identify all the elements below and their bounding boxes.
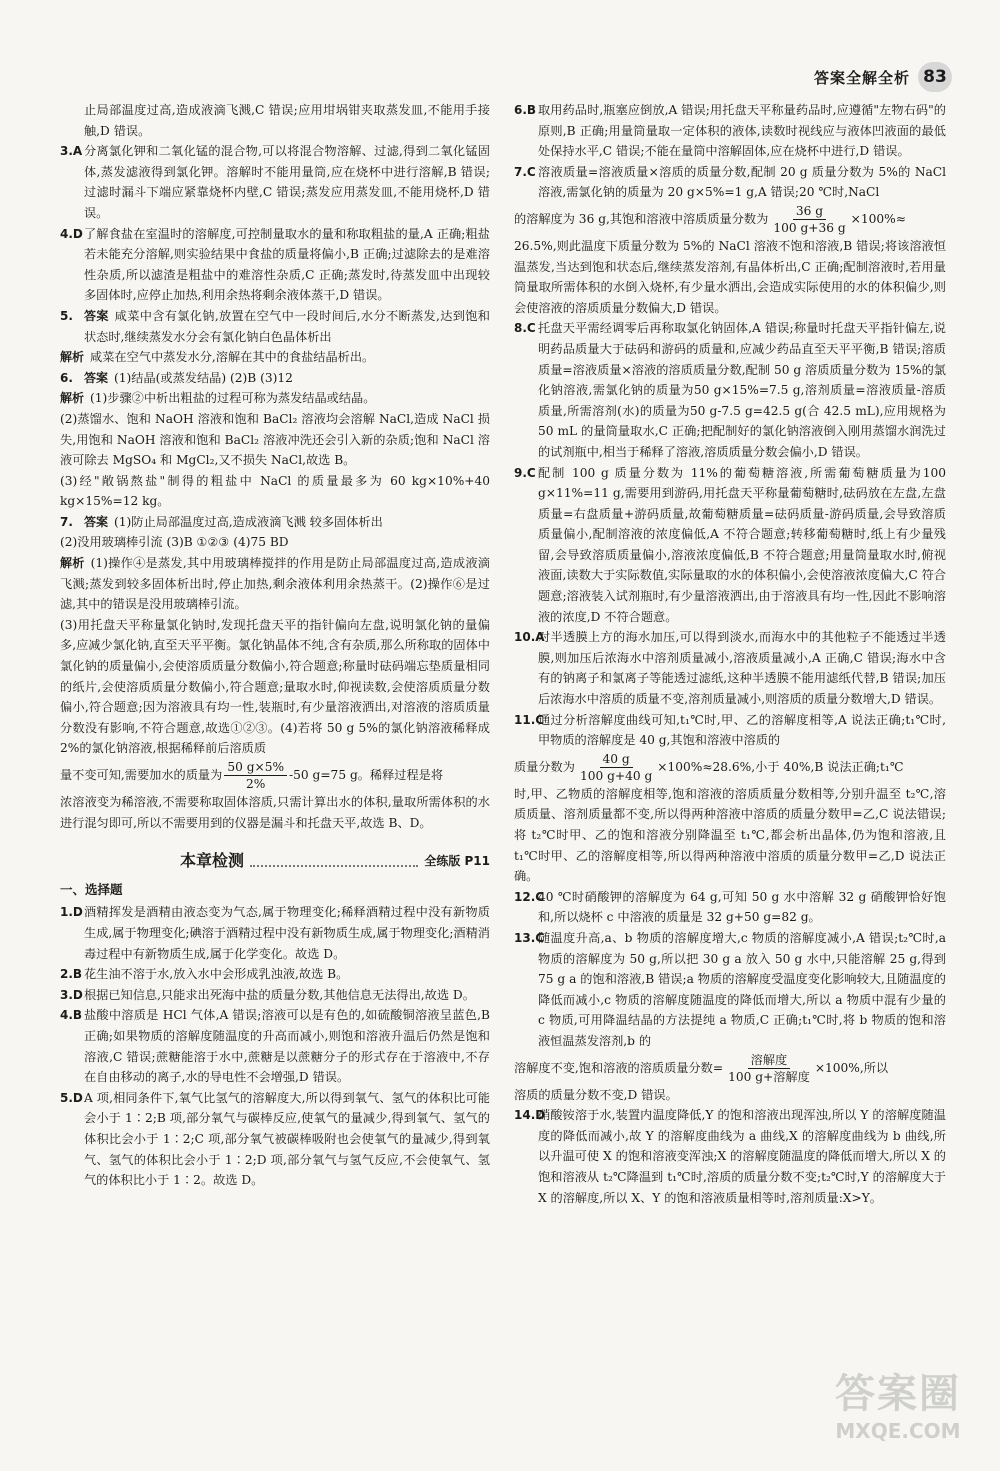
choice-question-10 — [514, 627, 946, 709]
question-text: 随温度升高,a、b 物质的溶解度增大,c 物质的溶解度减小,A 错误;t₂℃时,a 物质的溶解度为 50 g,所以把 30 g a 放入 50 g 水中,只能溶解 25 g,得到 75 g a 的饱和溶液,B 错误;a 物质的溶解度受温度变化影响较大,且随温度的降低而减小,c 物质的溶解度随温度的降低而增大,所以 a 物质中混有少量的 c 物质,可用降温结晶的方法提纯 a 物质,C 正确;t₁℃时,将 b 物质的饱和溶液恒温蒸发溶剂,b 的 — [538, 930, 946, 1048]
question-text: 40 ℃时硝酸钾的溶解度为 64 g,可知 50 g 水中溶解 32 g 硝酸钾恰好饱和,所以烧杯 c 中溶液的质量是 32 g+50 g=82 g。 — [538, 889, 946, 925]
question-text: 取用药品时,瓶塞应倒放,A 错误;用托盘天平称量药品时,应遵循"左物右码"的原则,B 正确;用量筒量取一定体积的液体,读数时视线应与液体凹液面的最低处保持水平,C 错误;不能在量筒中溶解固体,应在烧杯中进行,D 错误。 — [538, 103, 946, 159]
formula-suffix: ×100%,所以 — [814, 1060, 889, 1075]
question-text: 盐酸中溶质是 HCl 气体,A 错误;溶液可以是有色的,如硫酸铜溶液呈蓝色,B 正确;如果物质的溶解度随温度的升高而减小,则饱和溶液升温后仍然是饱和溶液,C 错误;蔗糖能溶于水中,蔗糖是以蔗糖分子的形式存在于溶液中,不存在自由移动的离子,水的导电性不会增强,D 错误。 — [84, 1008, 490, 1085]
formula-prefix: 的溶解度为 36 g,其饱和溶液中溶质质量分数为 — [514, 211, 769, 226]
explanation-tag: 解析 — [60, 350, 85, 365]
fraction — [725, 1052, 813, 1085]
explanation-text: (1)步骤②中析出粗盐的过程可称为蒸发结晶或结晶。 — [90, 391, 376, 406]
fraction-denominator: 100 g+36 g — [773, 220, 846, 235]
question-text: 时,甲、乙物质的溶解度相等,饱和溶液的溶质质量分数相等,分别升温至 t₂℃,溶质质量、溶剂质量都不变,所以得两种溶液中溶质的质量分数甲=乙,C 说法错误;将 t₂℃时甲、乙的饱和溶液分别降温至 t₁℃,都会析出晶体,仍为饱和溶液,且 t₁℃时甲、乙的溶解度相等,所以得两种溶液中溶质的质量分数甲=乙,D 说法正确。 — [514, 786, 946, 884]
choice-question-4 — [60, 1005, 490, 1087]
choice-question-7 — [514, 162, 946, 203]
fraction-denominator: 100 g+40 g — [579, 768, 653, 783]
intro-text: 止局部温度过高,造成液滴飞溅,C 错误;应用坩埚钳夹取蒸发皿,不能用手接触,D 错误。 — [84, 103, 490, 138]
question-number: 8.C — [514, 321, 536, 336]
explanation-text: (3)用托盘天平称量氯化钠时,发现托盘天平的指针偏向左盘,说明氯化钠的量偏多,应减少氯化钠,直至天平平衡。氯化钠晶体不纯,含有杂质,那么所称取的固体中氯化钠的质量偏小,会使溶质质量分数偏小,符合题意;称量时砝码端忘垫质量相同的纸片,会使溶质质量分数偏小,符合题意;量取水时,仰视读数,会使溶质质量分数偏小,符合题意;因为溶液具有均一性,装瓶时,有少量溶液洒出,对溶液的溶质质量分数没有影响,不符合题意,故选①②③。(4)若将 50 g 5%的氯化钠溶液稀释成2%的氯化钠溶液,根据稀释前后溶质质 — [60, 617, 490, 756]
question-number: 1.D — [60, 905, 83, 920]
question-number: 10.A — [514, 630, 545, 645]
question-number: 7. — [60, 514, 73, 529]
right-column — [514, 100, 946, 1208]
question-text: 硝酸铵溶于水,装置内温度降低,Y 的饱和溶液出现浑浊,所以 Y 的溶解度随温度的降低而减小,故 Y 的溶解度曲线为 a 曲线,X 的溶解度曲线为 b 曲线,所以升温可使 X 的饱和溶液变浑浊;X 的溶解度随温度的降低而增大,所以 X 的饱和溶液从 t₂℃降温到 t₁℃时,溶质的质量分数不变;t₂℃时,Y 的溶解度大于 X 的溶解度,所以 X、Y 的饱和溶液质量相等时,溶剂质量:X>Y。 — [538, 1108, 946, 1205]
formula-suffix: -50 g=75 g。稀释过程是将 — [289, 768, 444, 782]
formula-line — [514, 203, 946, 236]
question-7 — [60, 512, 490, 533]
question-number: 6. — [60, 370, 73, 385]
question-text: 酒精挥发是酒精由液态变为气态,属于物理变化;稀释酒精过程中没有新物质生成,属于物理变化;碘溶于酒精过程中没有新物质生成,属于物理变化;酒精消毒过程中有新物质生成,属于化学变化。故选 D。 — [84, 905, 490, 961]
fraction — [770, 203, 848, 236]
question-text: 花生油不溶于水,放入水中会形成乳浊液,故选 B。 — [84, 967, 349, 982]
question-number: 13.C — [514, 930, 545, 945]
fraction-numerator: 溶解度 — [748, 1052, 791, 1069]
answer-text: (1)防止局部温度过高,造成液滴飞溅 较多固体析出 — [114, 514, 383, 529]
question-5 — [60, 306, 490, 347]
watermark-url: MXQE.COM — [835, 1418, 961, 1443]
choice-question-11 — [514, 710, 946, 751]
question-text: 通过分析溶解度曲线可知,t₁℃时,甲、乙的溶解度相等,A 说法正确;t₁℃时,甲物质的溶解度是 40 g,其饱和溶液中溶质的 — [538, 712, 946, 748]
fraction — [577, 751, 655, 784]
formula-prefix: 量不变可知,需要加水的质量为 — [60, 768, 223, 782]
header-title: 答案全解全析 — [813, 68, 910, 87]
question-text: 配制 100 g 质量分数为 11%的葡萄糖溶液,所需葡萄糖质量为100 g×11%=11 g,需要用到游码,用托盘天平称量葡萄糖时,砝码放在左盘,左盘质量=右盘质量+游码质量,故葡萄糖质量=砝码质量-游码质量,会导致溶质质量偏小,配制溶液的浓度偏低,A 不符合题意;转移葡萄糖时,纸上有少量残留,会导致溶质质量偏小,溶液浓度偏低,B 不符合题意;用量筒量取水时,俯视液面,读数大于实际数值,实际量取的水的体积偏小,会使溶液浓度偏大,C 符合题意;溶液装入试剂瓶时,有少量溶液洒出,由于溶液具有均一性,因此不影响溶液的浓度,D 不符合题意。 — [538, 465, 946, 624]
choice-question-8 — [514, 318, 946, 462]
explanation-tag: 解析 — [60, 556, 85, 571]
fraction-numerator: 40 g — [600, 751, 633, 768]
page-number: 83 — [918, 62, 952, 92]
question-text: 托盘天平需经调零后再称取氯化钠固体,A 错误;称量时托盘天平指针偏左,说明药品质量大于砝码和游码的质量和,应减少药品直至天平平衡,B 错误;溶质质量=溶液质量×溶液的溶质质量分数,配制 50 g 溶质质量分数为 15%的氯化钠溶液,需氯化钠的质量为50 g×15%=7.5 g,溶剂质量=溶液质量-溶质质量,所需溶剂(水)的质量为50 g-7.5 g=42.5 g(合 42.5 mL),应用规格为 50 mL 的量筒量取水,C 正确;把配制好的氯化钠溶液倒入刚用蒸馏水润洗过的试剂瓶中,相当于稀释了溶液,溶质质量分数会偏小,D 错误。 — [538, 321, 946, 459]
choice-question-13 — [514, 928, 946, 1052]
question-number: 12.C — [514, 889, 545, 904]
choice-question-6 — [514, 100, 946, 162]
formula-line — [514, 751, 946, 784]
choice-question-14 — [514, 1105, 946, 1208]
answer-text: 咸菜中含有氯化钠,放置在空气中一段时间后,水分不断蒸发,达到饱和状态时,继续蒸发水分会有氯化钠白色晶体析出 — [84, 308, 490, 344]
question-number: 2.B — [60, 967, 83, 982]
page-header — [814, 62, 952, 92]
fraction-numerator: 36 g — [793, 203, 826, 220]
explanation-text: (2)蒸馏水、饱和 NaOH 溶液和饱和 BaCl₂ 溶液均会溶解 NaCl,造成 NaCl 损失,用饱和 NaOH 溶液和饱和 BaCl₂ 溶液冲洗还会引入新的杂质;饱和 NaCl 溶液可除去 MgSO₄ 和 MgCl₂,又不损失 NaCl,故选 B。 — [60, 411, 490, 468]
answer-tag: 答案 — [84, 514, 109, 529]
question-number: 9.C — [514, 465, 536, 480]
explanation-tag: 解析 — [60, 391, 85, 406]
question-text: 根据已知信息,只能求出死海中盐的质量分数,其他信息无法得出,故选 D。 — [84, 987, 475, 1002]
formula-line — [514, 1052, 946, 1085]
section-header — [60, 851, 490, 872]
question-number: 14.D — [514, 1108, 546, 1123]
explanation-text: 咸菜在空气中蒸发水分,溶解在其中的食盐结晶析出。 — [90, 350, 375, 365]
fraction-denominator: 2% — [246, 777, 266, 791]
question-number: 5.D — [60, 1090, 83, 1105]
answer-text: (2)没用玻璃棒引流 (3)B ①②③ (4)75 BD — [60, 535, 289, 550]
question-4 — [60, 224, 490, 306]
explanation-text: 浓溶液变为稀溶液,不需要称取固体溶质,只需计算出水的体积,量取所需体积的水进行混匀即可,所以不需要用到的仪器是漏斗和托盘天平,故选 B、D。 — [60, 795, 490, 830]
question-text: 26.5%,则此温度下质量分数为 5%的 NaCl 溶液不饱和溶液,B 错误;将该溶液恒温蒸发,当达到饱和状态后,继续蒸发溶剂,有晶体析出,C 正确;配制溶液时,若用量筒量取所需体积的水倒入烧杯,有少量水洒出,会造成实际使用的水的体积偏少,则会使溶液的溶质质量分数偏大,D 错误。 — [514, 238, 946, 315]
formula-suffix: ×100%≈ — [850, 211, 906, 226]
fraction-numerator: 50 g×5% — [224, 759, 287, 776]
question-number: 4.B — [60, 1008, 83, 1023]
choice-question-12 — [514, 887, 946, 928]
left-column — [60, 100, 490, 1191]
answer-tag: 答案 — [84, 308, 109, 323]
question-number: 11.C — [514, 712, 545, 727]
question-number: 6.B — [514, 103, 537, 117]
explanation-text: (3)经"敞锅熬盐"制得的粗盐中 NaCl 的质量最多为 60 kg×10%+40 kg×15%=12 kg。 — [60, 473, 490, 509]
choice-question-5 — [60, 1088, 490, 1191]
question-3 — [60, 141, 490, 223]
fraction — [224, 759, 287, 792]
question-number: 7.C — [514, 164, 536, 179]
choice-question-9 — [514, 463, 946, 628]
question-text: 分离氯化钾和二氧化锰的混合物,可以将混合物溶解、过滤,得到二氧化锰固体,蒸发滤液得到氯化钾。溶解时不能用量筒,应在烧杯中进行溶解,B 错误;过滤时漏斗下端应紧靠烧杯内壁,C 错误;蒸发应用蒸发皿,不能用烧杯,D 错误。 — [84, 144, 490, 220]
question-text: A 项,相同条件下,氧气比氢气的溶解度大,所以得到氧气、氢气的体积比可能会小于 1∶2;B 项,部分氧气与碳棒反应,使氧气的量减少,得到氧气、氢气的体积比会小于 1∶2;C 项,部分氧气被碳棒吸附也会使氧气的量减少,得到氧气、氢气的体积比会小于 1∶2;D 项,部分氧气与氢气反应,不会使氧气、氢气的体积比小于 1∶2。故选 D。 — [84, 1090, 490, 1188]
question-number: 3.A — [60, 144, 83, 159]
question-number: 5. — [60, 308, 73, 323]
subsection-heading: 一、选择题 — [60, 881, 123, 897]
question-text: 了解食盐在室温时的溶解度,可控制量取水的量和称取粗盐的量,A 正确;粗盐若未能充分溶解,则实验结果中食盐的质量将偏小,B 正确;过滤除去的是难溶性杂质,所以滤渣是粗盐中的难溶性杂质,C 正确;蒸发时,待蒸发皿中出现较多固体时,应停止加热,利用余热将剩余液体蒸干,D 错误。 — [84, 226, 490, 303]
section-title: 本章检测 — [180, 851, 245, 871]
choice-question-3 — [60, 985, 490, 1006]
question-text: 对半透膜上方的海水加压,可以得到淡水,而海水中的其他粒子不能透过半透膜,则加压后浓海水中溶剂质量减小,溶液质量减小,A 正确,C 错误;海水中含有的钠离子和氯离子等能透过滤纸,这种半透膜不能用滤纸代替,B 错误;加压后浓海水中溶质的质量不变,溶剂质量减小,则溶质的质量分数增大,D 错误。 — [538, 630, 946, 707]
formula-suffix: ×100%≈28.6%,小于 40%,B 说法正确;t₁℃ — [657, 759, 904, 774]
explanation-formula-line — [60, 759, 490, 792]
question-text: 溶液质量=溶液质量×溶质的质量分数,配制 20 g 质量分数为 5%的 NaCl 溶液,需氯化钠的质量为 20 g×5%=1 g,A 错误;20 ℃时,NaCl — [538, 164, 946, 200]
dotted-leader — [250, 855, 418, 867]
answer-tag: 答案 — [84, 370, 109, 385]
question-text: 溶质的质量分数不变,D 错误。 — [514, 1087, 678, 1102]
choice-question-2 — [60, 964, 490, 985]
question-number: 3.D — [60, 987, 83, 1002]
explanation-text: (1)操作④是蒸发,其中用玻璃棒搅拌的作用是防止局部温度过高,造成液滴飞溅;蒸发到较多固体析出时,停止加热,剩余液体利用余热蒸干。(2)操作⑥是过滤,其中的错误是没用玻璃棒引流。 — [60, 556, 490, 612]
formula-prefix: 质量分数为 — [514, 759, 575, 774]
formula-prefix: 溶解度不变,饱和溶液的溶质质量分数= — [514, 1060, 724, 1075]
answer-text: (1)结晶(或蒸发结晶) (2)B (3)12 — [114, 370, 293, 385]
watermark-text: 答案圈 — [835, 1370, 961, 1417]
section-reference: 全练版 P11 — [424, 854, 490, 869]
question-number: 4.D — [60, 226, 83, 241]
fraction-denominator: 100 g+溶解度 — [728, 1069, 810, 1084]
choice-question-1 — [60, 902, 490, 964]
watermark-logo — [818, 1347, 978, 1457]
question-6 — [60, 368, 490, 389]
